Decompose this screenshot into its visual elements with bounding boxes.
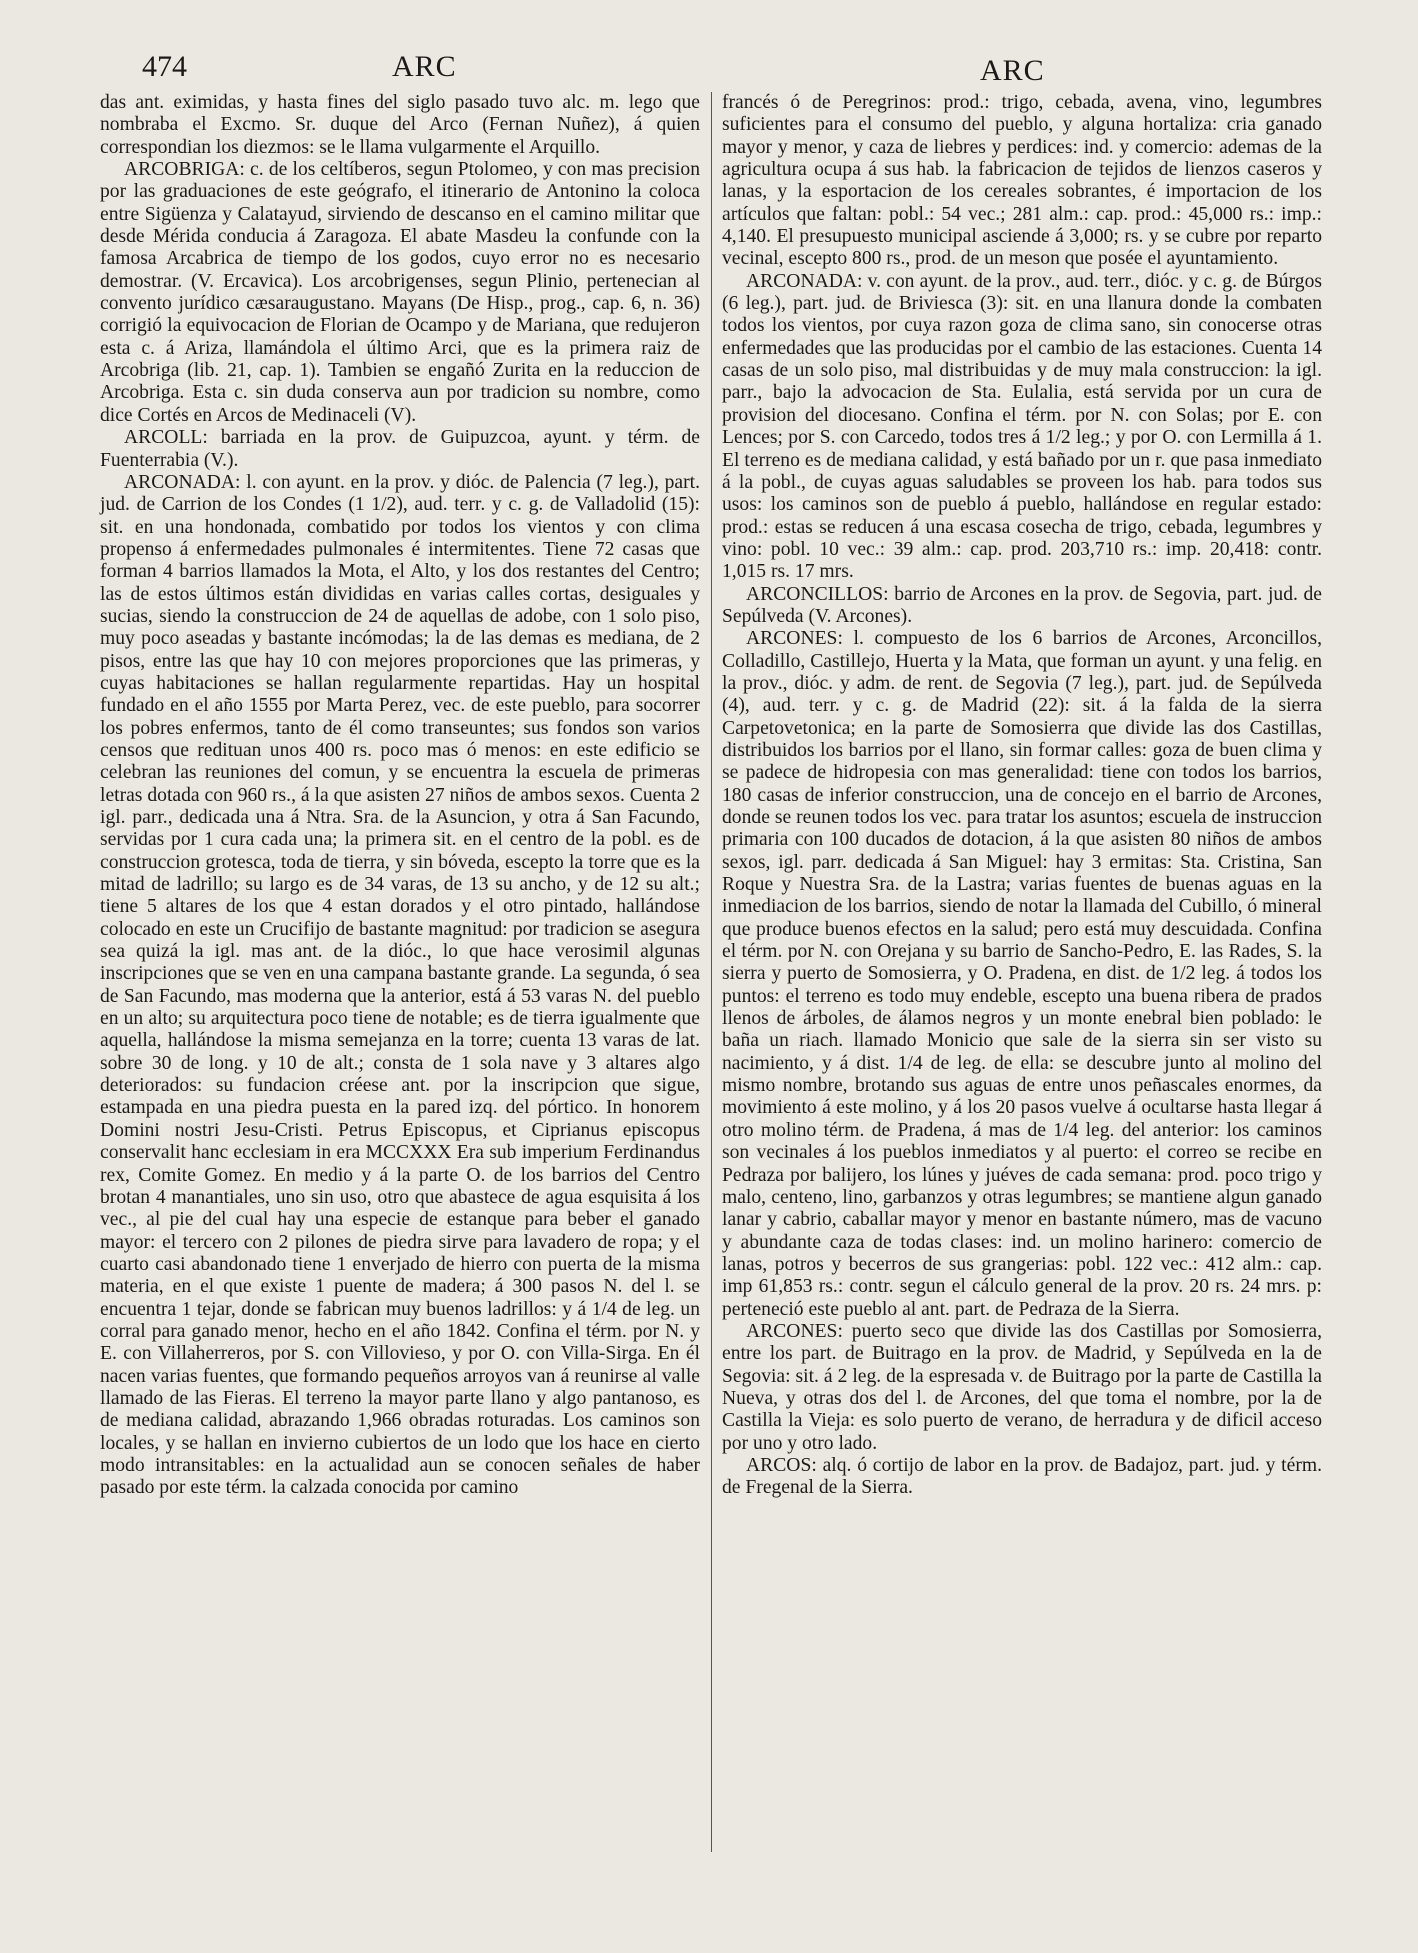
entry-arcones-puerto: ARCONES: puerto seco que divide las dos Castillas por Somosierra, entre los part. de Buitrago en la prov. de Madrid, y Sepúlveda en la de Segovia: sit. á 2 leg. de la espresada v. de Buitrago por la parte de Castilla la Nueva, y otras dos del l. de Arcones, del que toma el nombre, por la de Castilla la Vieja: es solo puerto de verano, de herradura y de dificil acceso por uno y otro lado.: [722, 1320, 1322, 1454]
left-column: [100, 92, 700, 1500]
entry-arconada-palencia: ARCONADA: l. con ayunt. en la prov. y dióc. de Palencia (7 leg.), part. jud. de Carrion de los Condes (1 1/2), aud. terr. y c. g. de Valladolid (15): sit. en una hondonada, combatido por todos los vientos y con clima propenso á enfermedades pulmonales é intermitentes. Tiene 72 casas que forman 4 barrios llamados la Mota, el Alto, y los dos restantes del Centro; las de estos últimos están divididas en varias calles cortas, desiguales y sucias, siendo la construccion de 24 de aquellas de adobe, con 1 solo piso, muy poco aseadas y bastante incómodas; la de las demas es mediana, de 2 pisos, entre las que hay 10 con mejores proporciones que las primeras, y cuyas habitaciones se hallan regularmente repartidas. Hay un hospital fundado en el año 1555 por Marta Perez, vec. de este pueblo, para socorrer los pobres enfermos, tanto de él como transeuntes; sus fondos son varios censos que redituan unos 400 rs. poco mas ó menos: en este edificio se celebran las reuniones del comun, y se encuentra la escuela de primeras letras dotada con 960 rs., á la que asisten 27 niños de ambos sexos. Cuenta 2 igl. parr., dedicada una á Ntra. Sra. de la Asuncion, y otra á San Facundo, servidas por 1 cura cada una; la primera sit. en el centro de la pobl. es de construccion grotesca, toda de tierra, y sin bóveda, escepto la torre que es la mitad de ladrillo; su largo es de 34 varas, de 13 su ancho, y de 12 su alt.; tiene 5 altares de los que 4 estan dorados y el otro pintado, hallándose colocado en este un Crucifijo de bastante magnitud: por tradicion se asegura sea quizá la igl. mas ant. de la dióc., lo que hace verosimil algunas inscripciones que se ven en una campana bastante grande. La segunda, ó sea de San Facundo, mas moderna que la anterior, está á 53 varas N. del pueblo en un alto; su arquitectura poco tiene de notable; es de tierra igualmente que aquella, hallándose la misma semejanza en la torre; cuenta 13 varas de lat. sobre 30 de long. y 10 de alt.; consta de 1 sola nave y 3 altares algo deteriorados: su fundacion créese ant. por la inscripcion que sigue, estampada en una piedra puesta en la pared izq. del pórtico. In honorem Domini nostri Jesu-Cristi. Petrus Episcopus, et Ciprianus episcopus conservalit hanc ecclesiam in era MCCXXX Era sub imperium Ferdinandus rex, Comite Gomez. En medio y á la parte O. de los barrios del Centro brotan 4 manantiales, uno sin uso, otro que abastece de agua esquisita á los vec., al pie del cual hay una especie de estanque para beber el ganado mayor: el tercero con 2 pilones de piedra sirve para lavadero de ropa; y el cuarto casi abandonado tiene 1 enverjado de hierro con puerta de la misma materia, en el que existe 1 puente de madera; á 300 pasos N. del l. se encuentra 1 tejar, donde se fabrican muy buenos ladrillos: y á 1/4 de leg. un corral para ganado menor, hecho en el año 1842. Confina el térm. por N. y E. con Villaherreros, por S. con Villovieso, y por O. con Villa-Sirga. En él nacen varias fuentes, que formando pequeños arroyos van á reunirse al valle llamado de las Fieras. El terreno la mayor parte llano y algo pantanoso, es de mediana calidad, abrazando 1,966 obradas roturadas. Los caminos son locales, y se hallan en invierno cubiertos de un lodo que los hace en cierto modo intransitables: en la actualidad aun se conocen señales de haber pasado por este térm. la calzada conocida por camino: [100, 471, 700, 1499]
page-number: 474: [142, 50, 187, 83]
entry-arconada-palencia-continued: francés ó de Peregrinos: prod.: trigo, cebada, avena, vino, legumbres suficientes para el consumo del pueblo, y alguna hortaliza: cria ganado mayor y menor, y caza de liebres y perdices: ind. y comercio: ademas de la agricultura ocupa á sus hab. la fabricacion de tejidos de lienzos caseros y lanas, y la esportacion de los cereales sobrantes, é importacion de los artículos que faltan: pobl.: 54 vec.; 281 alm.: cap. prod.: 45,000 rs.: imp.: 4,140. El presupuesto municipal asciende á 3,000; rs. y se cubre por reparto vecinal, escepto 800 rs., prod. de un meson que posée el ayuntamiento.: [722, 92, 1322, 270]
entry-arconcillos: ARCONCILLOS: barrio de Arcones en la prov. de Segovia, part. jud. de Sepúlveda (V. Arcones).: [722, 583, 1322, 627]
entry-arcobriga: ARCOBRIGA: c. de los celtíberos, segun Ptolomeo, y con mas precision por las graduaciones de este geógrafo, el itinerario de Antonino la coloca entre Sigüenza y Calatayud, sirviendo de descanso en el camino militar que desde Mérida conducia á Zaragoza. El abate Masdeu la confunde con la famosa Arcabrica de tiempo de los godos, cuyo error no es necesario demostrar. (V. Ercavica). Los arcobrigenses, segun Plinio, pertenecian al convento jurídico cæsaraugustano. Mayans (De Hisp., prog., cap. 6, n. 36) corrigió la equivocacion de Florian de Ocampo y de Mariana, que redujeron esta c. á Ariza, llamándola el último Arci, que es la primera raiz de Arcobriga (lib. 21, cap. 1). Tambien se engañó Zurita en la reduccion de Arcobriga. Esta c. sin duda conserva aun por tradicion su nombre, como dice Cortés en Arcos de Medinaceli (V).: [100, 159, 700, 426]
entry-arcos: ARCOS: alq. ó cortijo de labor en la prov. de Badajoz, part. jud. y térm. de Fregenal de la Sierra.: [722, 1454, 1322, 1499]
entry-arconada-burgos: ARCONADA: v. con ayunt. de la prov., aud. terr., dióc. y c. g. de Búrgos (6 leg.), part. jud. de Briviesca (3): sit. en una llanura donde la combaten todos los vientos, por cuya razon goza de clima sano, sin conocerse otras enfermedades que las producidas por el cambio de las estaciones. Cuenta 14 casas de un solo piso, mal distribuidas y de muy mala construccion: la igl. parr., bajo la advocacion de Sta. Eulalia, está servida por un cura de provision del diocesano. Confina el térm. por N. con Solas; por E. con Lences; por S. con Carcedo, todos tres á 1/2 leg.; y por O. con Lermilla á 1. El terreno es de mediana calidad, y está bañado por un r. que pasa inmediato á la pobl., de cuyas aguas saludables se proveen los hab. para todos sus usos: los caminos son de pueblo á pueblo, hallándose en regular estado: prod.: estas se reducen á una escasa cosecha de trigo, cebada, legumbres y vino: pobl. 10 vec.: 39 alm.: cap. prod. 203,710 rs.: imp. 20,418: contr. 1,015 rs. 17 mrs.: [722, 270, 1322, 583]
column-divider: [711, 92, 712, 1852]
entry-arcones-lugar: ARCONES: l. compuesto de los 6 barrios de Arcones, Arconcillos, Colladillo, Castillejo, Huerta y la Mata, que forman un ayunt. y una felig. en la prov., dióc. y adm. de rent. de Segovia (7 leg.), part. jud. de Sepúlveda (4), aud. terr. y c. g. de Madrid (22): sit. á la falda de la sierra Carpetovetonica; en la parte de Somosierra que divide las dos Castillas, distribuidos los barrios por el llano, sin formar calles: goza de buen clima y se padece de hidropesia con mas generalidad: tiene con todos los barrios, 180 casas de inferior construccion, una de concejo en el barrio de Arcones, donde se reunen todos los vec. para tratar los asuntos; escuela de instruccion primaria con 100 ducados de dotacion, á la que asisten 80 niños de ambos sexos, igl. parr. dedicada á San Miguel: hay 3 ermitas: Sta. Cristina, San Roque y Nuestra Sra. de la Lastra; varias fuentes de buenas aguas en la inmediacion de los barrios, siendo de notar la llamada del Cubillo, ó mineral que produce buenos efectos en la salud; pero está muy descuidada. Confina el térm. por N. con Orejana y su barrio de Sancho-Pedro, E. las Rades, S. la sierra y puerto de Somosierra, y O. Pradena, en dist. de 1/2 leg. á todos los puntos: el terreno es todo muy endeble, escepto una buena ribera de prados llenos de árboles, de álamos negros y un monte enebral bien poblado: le baña un riach. llamado Monicio que sale de la sierra sin ser visto su nacimiento, y á dist. 1/4 de leg. de ella: se descubre junto al molino del mismo nombre, brotando sus aguas de entre unos peñascales enormes, da movimiento á este molino, y á los 20 pasos vuelve á ocultarse hasta llegar á otro molino térm. de Pradena, á mas de 1/4 leg. del anterior: los caminos son vecinales á los pueblos inmediatos y al puerto: el correo se recibe en Pedraza por balijero, los lúnes y juéves de cada semana: prod. poco trigo y malo, centeno, lino, garbanzos y otras legumbres; se mantiene algun ganado lanar y cabrio, caballar mayor y menor en bastante número, mas de vacuno y abundante caza de todas clases: ind. un molino harinero: comercio de lanas, potros y becerros de sus grangerias: pobl. 122 vec.: 412 alm.: cap. imp 61,853 rs.: contr. segun el cálculo general de la prov. 20 rs. 24 mrs. p: perteneció este pueblo al ant. part. de Pedraza de la Sierra.: [722, 628, 1322, 1320]
page-header: [0, 44, 1418, 92]
entry-arcoll: ARCOLL: barriada en la prov. de Guipuzcoa, ayunt. y térm. de Fuenterrabia (V.).: [100, 427, 700, 471]
entry-continued: das ant. eximidas, y hasta fines del siglo pasado tuvo alc. m. lego que nombraba el Excmo. Sr. duque del Arco (Fernan Nuñez), á quien correspondian los diezmos: se le llama vulgarmente el Arquillo.: [100, 92, 700, 158]
right-column: [722, 92, 1322, 1500]
running-head-right: ARC: [980, 54, 1045, 87]
running-head-left: ARC: [392, 50, 457, 83]
